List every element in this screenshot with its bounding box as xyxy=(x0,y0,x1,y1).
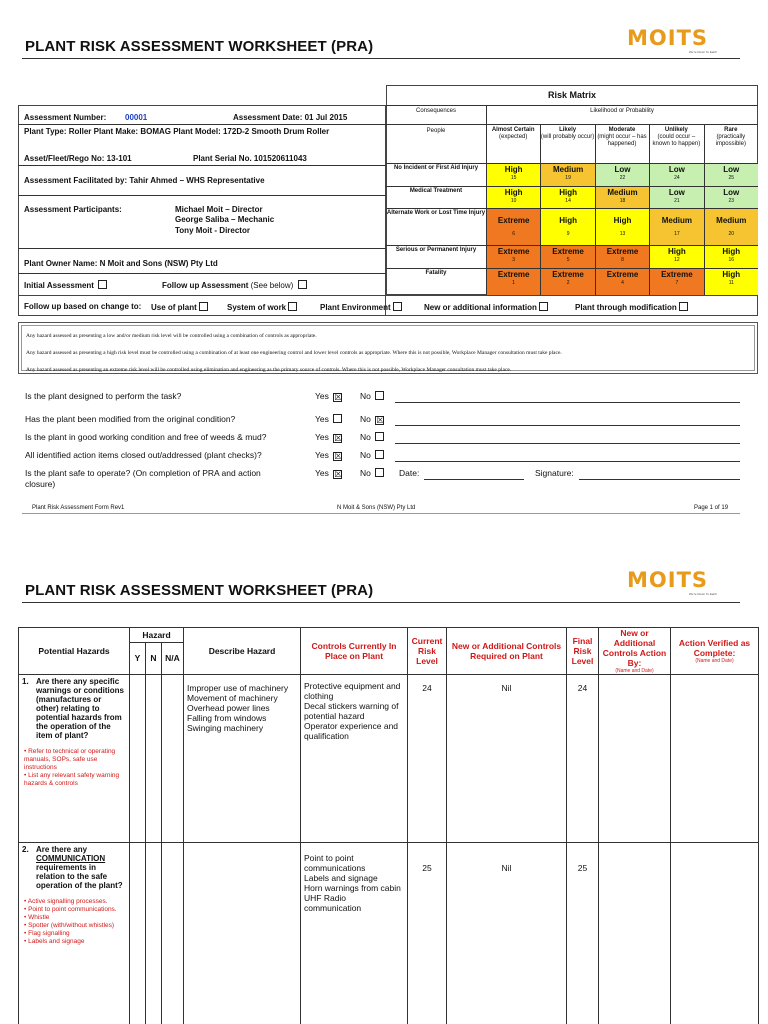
risk-level: High xyxy=(722,270,741,279)
initial-assessment-label: Initial Assessment xyxy=(24,281,94,290)
note: Any hazard assessed as presenting an extreme risk level will be controlled using elimination and engineering as the primary source of controls. Where this is not possible, Workplace Manager consultation must take place. xyxy=(26,367,512,373)
page-title: PLANT RISK ASSESSMENT WORKSHEET (PRA) xyxy=(25,38,374,55)
likelihood-column xyxy=(595,127,649,148)
risk-level: Extreme xyxy=(497,270,530,279)
risk-level: Low xyxy=(668,165,685,174)
no-checkbox[interactable] xyxy=(375,450,384,459)
footer-company: N Moit & Sons (NSW) Pty Ltd xyxy=(337,505,416,511)
current-risk: 24 xyxy=(408,675,447,843)
action-by[interactable] xyxy=(599,675,671,843)
guide-item: • Labels and signage xyxy=(24,938,126,946)
consequence-label: Serious or Permanent Injury xyxy=(395,247,477,253)
likelihood-name: Unlikely xyxy=(664,127,688,133)
risk-matrix-title: Risk Matrix xyxy=(547,90,597,100)
col-n: N xyxy=(146,642,162,674)
risk-level: Extreme xyxy=(552,270,584,279)
note: Any hazard assessed as presenting a low and/or medium risk level will be controlled using a combination of controls as appropriate. xyxy=(26,333,317,339)
change-option[interactable] xyxy=(424,302,548,312)
no-option[interactable] xyxy=(360,450,384,460)
guide-item: • Flag signalling xyxy=(24,930,126,938)
logo-text: MOITS xyxy=(627,568,709,592)
assessment-date: Assessment Date: 01 Jul 2015 xyxy=(233,113,348,122)
risk-rank: 2 xyxy=(566,280,570,286)
risk-level: Extreme xyxy=(497,216,530,225)
no-label: No xyxy=(360,468,371,478)
likelihood-name: Almost Certain xyxy=(491,127,535,133)
risk-level: Low xyxy=(668,188,685,197)
risk-cell xyxy=(487,246,540,268)
likelihood-name: Likely xyxy=(559,127,577,133)
guide-item: • List any relevant safety warning hazards & controls xyxy=(24,772,126,788)
risk-level: High xyxy=(722,247,741,256)
risk-rank: 6 xyxy=(512,231,516,237)
verified[interactable] xyxy=(671,843,759,1024)
risk-cell xyxy=(487,209,540,245)
yes-label: Yes xyxy=(315,468,329,478)
action-by[interactable] xyxy=(599,843,671,1024)
risk-rank: 25 xyxy=(728,175,735,181)
new-controls: Nil xyxy=(447,843,567,1024)
risk-rank: 23 xyxy=(728,198,735,204)
plant-serial: Plant Serial No. 101520611043 xyxy=(193,154,307,163)
risk-rank: 8 xyxy=(621,257,624,263)
risk-rank: 22 xyxy=(619,175,626,181)
col-new-controls: New or Additional Controls Required on Plant xyxy=(447,628,567,675)
likelihood-desc: (will probably occur) xyxy=(540,134,595,140)
asset-rego: Asset/Fleet/Rego No: 13-101 xyxy=(24,154,132,163)
participants-label: Assessment Participants: xyxy=(24,205,122,214)
change-checkbox[interactable] xyxy=(199,302,208,311)
question-text: Is the plant in good working condition and free of weeds & mud? xyxy=(25,432,267,442)
assessment-number-label: Assessment Number: xyxy=(24,113,107,122)
risk-cell xyxy=(705,164,758,186)
risk-cell xyxy=(487,164,540,186)
no-option[interactable] xyxy=(360,414,384,425)
change-option[interactable] xyxy=(575,302,688,312)
risk-rank: 3 xyxy=(512,257,516,263)
change-checkbox[interactable] xyxy=(393,302,402,311)
initial-assessment-checkbox[interactable] xyxy=(98,280,107,289)
risk-rank: 1 xyxy=(512,280,516,286)
table-row xyxy=(19,843,759,1024)
guide-item: • Point to point communications. xyxy=(24,906,126,914)
followup-assessment-checkbox[interactable] xyxy=(298,280,307,289)
followup-assessment-label: Follow up Assessment xyxy=(162,281,249,290)
risk-rank: 17 xyxy=(674,231,680,237)
answer-line[interactable] xyxy=(395,461,740,462)
col-controls: Controls Currently In Place on Plant xyxy=(301,628,408,675)
yes-checkbox[interactable]: ☒ xyxy=(334,469,343,479)
people-header: People xyxy=(426,128,446,134)
col-current-risk: Current Risk Level xyxy=(408,628,447,675)
guide-list xyxy=(22,748,126,788)
risk-level: Medium xyxy=(607,188,638,197)
risk-rank: 20 xyxy=(728,231,735,237)
risk-level: Low xyxy=(614,165,631,174)
logo-tagline: We're Down To Earth xyxy=(688,50,717,54)
risk-rank: 18 xyxy=(619,198,626,204)
risk-cell xyxy=(650,246,703,268)
current-risk: 25 xyxy=(408,843,447,1024)
col-potential-hazards: Potential Hazards xyxy=(19,628,130,675)
company-logo xyxy=(627,26,717,54)
col-hazard: Hazard xyxy=(130,628,184,643)
col-action-by xyxy=(599,628,671,675)
final-risk: 24 xyxy=(567,675,599,843)
participant: Tony Moit - Director xyxy=(175,226,250,235)
no-label: No xyxy=(360,391,371,401)
risk-cell xyxy=(541,187,594,208)
title-rule xyxy=(22,58,740,59)
footer-form: Plant Risk Assessment Form Rev1 xyxy=(32,505,125,511)
plant-type: Plant Type: Roller Plant Make: BOMAG Plant Model: 172D-2 Smooth Drum Roller xyxy=(24,127,330,136)
plant-owner: Plant Owner Name: N Moit and Sons (NSW) Pty Ltd xyxy=(24,259,218,268)
signature-field[interactable] xyxy=(579,479,740,480)
risk-level: High xyxy=(559,188,577,197)
risk-rank: 4 xyxy=(621,280,624,286)
guide-item: • Active signalling processes. xyxy=(24,898,126,906)
likelihood-desc: (expected) xyxy=(499,134,528,140)
row-number: 2. xyxy=(22,845,29,854)
guide-item: • Whistle xyxy=(24,914,126,922)
risk-cell xyxy=(705,187,758,208)
col-na: N/A xyxy=(162,642,184,674)
change-option[interactable] xyxy=(227,302,297,312)
change-option-label: Use of plant xyxy=(151,303,197,312)
consequence-label: Alternate Work or Lost Time Injury xyxy=(386,210,486,216)
question-text: All identified action items closed out/addressed (plant checks)? xyxy=(25,450,262,460)
consequence-label: Fatality xyxy=(425,270,447,276)
risk-rank: 24 xyxy=(674,175,680,181)
guide-item: • Spotter (with/without whistles) xyxy=(24,922,126,930)
change-option-label: New or additional information xyxy=(424,303,537,312)
risk-rank: 19 xyxy=(565,175,571,181)
risk-rank: 16 xyxy=(728,257,735,263)
risk-rank: 14 xyxy=(565,198,571,204)
describe-hazard: Improper use of machinery Movement of machinery Overhead power lines Falling from windows Swinging machinery xyxy=(184,675,301,843)
consequence-label: Medical Treatment xyxy=(409,188,463,194)
col-action-by-label: New or Additional Controls Action By: xyxy=(602,628,667,668)
change-option[interactable] xyxy=(320,302,402,312)
yes-option[interactable] xyxy=(315,432,342,443)
risk-cell xyxy=(705,246,758,268)
likelihood-desc: (could occur – known to happen) xyxy=(652,134,701,147)
current-controls: Point to point communications Labels and signage Horn warnings from cabin UHF Radio communication xyxy=(301,843,408,1024)
change-option-label: System of work xyxy=(227,303,287,312)
col-verified-sub: (Name and Date) xyxy=(695,658,734,664)
risk-level: Medium xyxy=(552,165,584,174)
risk-level: Low xyxy=(723,188,740,197)
participant: George Saliba – Mechanic xyxy=(175,215,275,224)
risk-level: Extreme xyxy=(661,270,693,279)
likelihood-desc: (practically impossible) xyxy=(715,134,746,147)
change-checkbox[interactable] xyxy=(288,302,297,311)
yes-option[interactable] xyxy=(315,414,342,424)
risk-level: Medium xyxy=(716,216,747,225)
risk-level: High xyxy=(504,188,523,197)
risk-rank: 12 xyxy=(674,257,680,263)
risk-level: High xyxy=(613,216,632,225)
change-checkbox[interactable] xyxy=(679,302,688,311)
no-checkbox[interactable] xyxy=(375,391,384,400)
yes-checkbox[interactable]: ☒ xyxy=(334,433,343,443)
followup-change-label: Follow up based on change to: xyxy=(24,302,142,311)
risk-rank: 5 xyxy=(566,257,570,263)
risk-cell xyxy=(541,269,594,295)
answer-line[interactable] xyxy=(395,402,740,403)
risk-cell xyxy=(596,187,649,208)
no-checkbox[interactable] xyxy=(375,468,384,477)
row-question: Are there any xyxy=(36,845,88,854)
yes-label: Yes xyxy=(315,432,329,442)
signature-label: Signature: xyxy=(535,468,574,478)
risk-rank: 11 xyxy=(728,280,734,286)
page2-title: PLANT RISK ASSESSMENT WORKSHEET (PRA) xyxy=(25,582,374,599)
risk-level: High xyxy=(667,247,686,256)
risk-cell xyxy=(541,164,594,186)
verified[interactable] xyxy=(671,675,759,843)
consequences-header: Consequences xyxy=(415,108,457,114)
likelihood-column xyxy=(486,127,540,141)
risk-cell xyxy=(541,209,594,245)
yes-checkbox[interactable] xyxy=(333,414,342,423)
facilitated-by: Assessment Facilitated by: Tahir Ahmed – WHS Representative xyxy=(24,176,265,185)
change-option-label: Plant through modification xyxy=(575,303,677,312)
followup-assessment-option[interactable] xyxy=(162,280,307,290)
likelihood-column xyxy=(649,127,703,148)
row-question-rest: requirements in relation to the safe operation of the plant? xyxy=(36,863,123,890)
row-question-keyword: COMMUNICATION xyxy=(36,854,106,863)
yes-option[interactable] xyxy=(315,468,342,479)
risk-rank: 7 xyxy=(675,280,679,286)
describe-hazard xyxy=(184,843,301,1024)
risk-cell xyxy=(650,187,703,208)
no-checkbox[interactable]: ☒ xyxy=(376,415,385,425)
footer-page: Page 1 of 19 xyxy=(694,505,729,511)
initial-assessment-option[interactable] xyxy=(24,280,107,290)
change-option[interactable] xyxy=(151,302,208,312)
date-label: Date: xyxy=(399,468,420,478)
assessment-number: 00001 xyxy=(125,113,148,122)
risk-cell xyxy=(596,246,649,268)
likelihood-column xyxy=(540,127,594,141)
risk-rank: 9 xyxy=(566,231,570,237)
col-verified xyxy=(671,628,759,675)
question-text: Has the plant been modified from the original condition? xyxy=(25,414,236,424)
see-below: (See below) xyxy=(250,281,294,290)
likelihood-name: Moderate xyxy=(608,127,636,133)
participant: Michael Moit – Director xyxy=(175,205,263,214)
question-text: Is the plant safe to operate? (On completion of PRA and action closure) xyxy=(25,468,261,489)
risk-level: High xyxy=(559,216,577,225)
note: Any hazard assessed as presenting a high risk level must be controlled using a combination of at least one engineering control and lower level controls as appropriate. Where this is not possible, Workplace Manager consultation must take place. xyxy=(26,350,562,356)
risk-rank: 15 xyxy=(510,175,517,181)
guide-item: • Refer to technical or operating manuals, SOPs, safe use instructions xyxy=(24,748,126,772)
risk-cell xyxy=(487,269,540,295)
hazard-table xyxy=(18,627,759,1024)
yes-label: Yes xyxy=(315,450,329,460)
question-text: Is the plant designed to perform the task? xyxy=(25,391,182,401)
col-verified-label: Action Verified as Complete: xyxy=(678,638,751,658)
yes-checkbox[interactable]: ☒ xyxy=(334,392,343,402)
risk-rank: 13 xyxy=(619,231,626,237)
risk-cell xyxy=(650,209,703,245)
likelihood-column xyxy=(704,127,758,148)
likelihood-name: Rare xyxy=(724,127,738,133)
row-question: Are there any specific warnings or conditions (manufactures or other) relating to potential hazards from the operation of the item of plant? xyxy=(36,677,125,740)
notes-list xyxy=(26,328,752,379)
col-y: Y xyxy=(130,642,146,674)
table-row xyxy=(19,675,759,843)
date-field[interactable] xyxy=(424,479,524,480)
logo-tagline: We're Down To Earth xyxy=(688,592,717,596)
final-risk: 25 xyxy=(567,843,599,1024)
risk-level: Extreme xyxy=(606,247,639,256)
row-number: 1. xyxy=(22,677,29,686)
no-label: No xyxy=(360,414,371,424)
new-controls: Nil xyxy=(447,675,567,843)
company-logo xyxy=(627,568,717,596)
risk-level: Extreme xyxy=(497,247,530,256)
answer-line[interactable] xyxy=(395,443,740,444)
risk-cell xyxy=(705,269,758,295)
risk-level: High xyxy=(504,165,523,174)
risk-level: Medium xyxy=(661,216,692,225)
risk-cell xyxy=(705,209,758,245)
guide-list xyxy=(22,898,126,946)
consequence-label: No Incident or First Aid Injury xyxy=(393,165,479,171)
no-option[interactable] xyxy=(360,391,384,401)
col-final-risk: Final Risk Level xyxy=(567,628,599,675)
risk-level: Extreme xyxy=(552,247,584,256)
risk-cell xyxy=(650,269,703,295)
no-label: No xyxy=(360,450,371,460)
risk-rank: 21 xyxy=(674,198,680,204)
yes-checkbox[interactable]: ☒ xyxy=(334,451,343,461)
no-option[interactable] xyxy=(360,468,384,478)
current-controls: Protective equipment and clothing Decal stickers warning of potential hazard Operator experience and qualification xyxy=(301,675,408,843)
yes-option[interactable] xyxy=(315,391,342,402)
risk-cell xyxy=(650,164,703,186)
yes-label: Yes xyxy=(315,414,329,424)
col-describe: Describe Hazard xyxy=(184,628,301,675)
risk-cell xyxy=(596,164,649,186)
col-action-by-sub: (Name and Date) xyxy=(615,668,654,674)
no-label: No xyxy=(360,432,371,442)
no-checkbox[interactable] xyxy=(375,432,384,441)
risk-level: Low xyxy=(723,165,740,174)
risk-cell xyxy=(487,187,540,208)
risk-cell xyxy=(596,209,649,245)
title-rule xyxy=(22,602,740,603)
yes-label: Yes xyxy=(315,391,329,401)
risk-cell xyxy=(596,269,649,295)
change-checkbox[interactable] xyxy=(539,302,548,311)
change-option-label: Plant Environment xyxy=(320,303,391,312)
risk-cell xyxy=(541,246,594,268)
no-option[interactable] xyxy=(360,432,384,442)
answer-line[interactable] xyxy=(395,425,740,426)
logo-text: MOITS xyxy=(627,26,709,50)
yes-option[interactable] xyxy=(315,450,342,461)
likelihood-header: Likelihood or Probability xyxy=(590,108,654,114)
risk-level: Extreme xyxy=(606,270,639,279)
risk-rank: 10 xyxy=(510,198,517,204)
likelihood-desc: (might occur – has happened) xyxy=(597,134,647,147)
